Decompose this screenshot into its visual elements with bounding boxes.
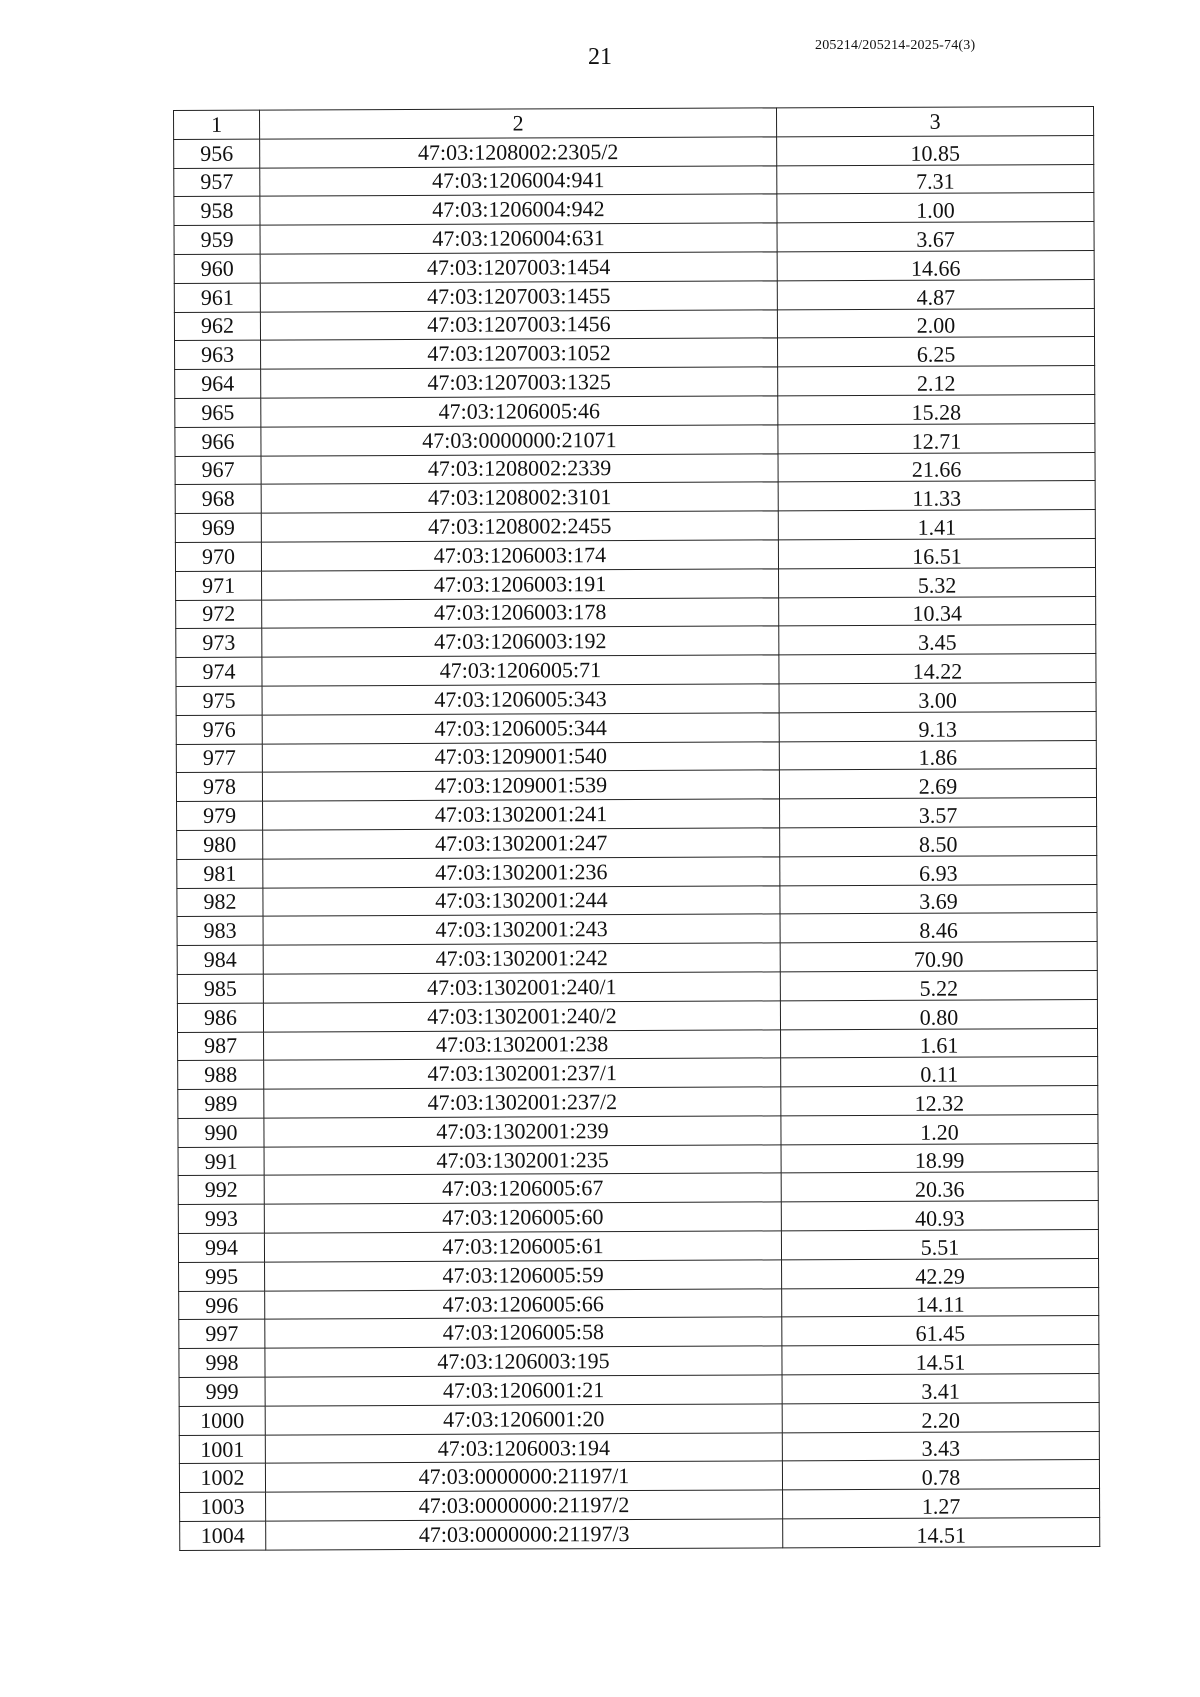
row-number-cell: 962 — [174, 312, 260, 341]
row-number-cell: 959 — [174, 225, 260, 254]
value-cell: 11.33 — [778, 481, 1095, 511]
cadastral-number-cell: 47:03:1206005:66 — [265, 1289, 782, 1320]
row-number-cell: 977 — [176, 744, 262, 773]
cadastral-number-cell: 47:03:0000000:21197/2 — [266, 1490, 783, 1521]
row-number-cell: 988 — [178, 1060, 264, 1089]
value-cell: 18.99 — [781, 1143, 1098, 1173]
value-cell: 5.32 — [779, 567, 1096, 597]
row-number-cell: 974 — [176, 657, 262, 686]
row-number-cell: 973 — [176, 628, 262, 657]
cadastral-number-cell: 47:03:1206003:191 — [262, 569, 779, 600]
cadastral-number-cell: 47:03:1206005:61 — [264, 1231, 781, 1262]
table-row — [175, 538, 1095, 571]
table-row — [178, 1057, 1098, 1090]
value-cell: 3.67 — [777, 222, 1094, 252]
row-number-cell: 994 — [178, 1233, 264, 1262]
cadastral-number-cell: 47:03:1302001:240/1 — [263, 972, 780, 1003]
column-header-3: 3 — [776, 106, 1093, 136]
cadastral-number-cell: 47:03:1206004:941 — [260, 165, 777, 196]
cadastral-number-cell: 47:03:1302001:247 — [263, 828, 780, 859]
table-row — [176, 769, 1096, 802]
table-row — [175, 423, 1095, 456]
cadastral-number-cell: 47:03:1206005:60 — [264, 1202, 781, 1233]
cadastral-number-cell: 47:03:1302001:237/1 — [264, 1058, 781, 1089]
value-cell: 4.87 — [777, 279, 1094, 309]
column-header-1: 1 — [174, 110, 260, 139]
row-number-cell: 995 — [179, 1262, 265, 1291]
table-row — [176, 596, 1096, 629]
cadastral-number-cell: 47:03:1206003:195 — [265, 1346, 782, 1377]
table-row — [178, 1114, 1098, 1147]
row-number-cell: 998 — [179, 1348, 265, 1377]
cadastral-number-cell: 47:03:1302001:240/2 — [263, 1001, 780, 1032]
table-row — [180, 1489, 1100, 1522]
value-cell: 3.69 — [780, 884, 1097, 914]
table-row — [176, 654, 1096, 687]
row-number-cell: 982 — [177, 888, 263, 917]
cadastral-number-cell: 47:03:0000000:21197/3 — [266, 1519, 783, 1550]
table-body — [174, 135, 1100, 1550]
value-cell: 6.93 — [780, 855, 1097, 885]
value-cell: 20.36 — [781, 1172, 1098, 1202]
table-row — [176, 567, 1096, 600]
cadastral-number-cell: 47:03:1208002:2339 — [261, 453, 778, 484]
row-number-cell: 978 — [176, 772, 262, 801]
value-cell: 14.51 — [783, 1518, 1100, 1548]
table-row — [174, 222, 1094, 255]
page-number: 21 — [588, 44, 612, 70]
table-row — [177, 884, 1097, 917]
cadastral-number-cell: 47:03:0000000:21071 — [261, 425, 778, 456]
value-cell: 9.13 — [779, 711, 1096, 741]
row-number-cell: 999 — [179, 1377, 265, 1406]
table-row — [174, 193, 1094, 226]
value-cell: 21.66 — [778, 452, 1095, 482]
value-cell: 3.41 — [782, 1374, 1099, 1404]
value-cell: 7.31 — [777, 164, 1094, 194]
document-id: 205214/205214-2025-74(3) — [815, 38, 976, 53]
cadastral-table — [173, 106, 1100, 1551]
table-row — [179, 1402, 1099, 1435]
value-cell: 1.27 — [783, 1489, 1100, 1519]
row-number-cell: 958 — [174, 197, 260, 226]
row-number-cell: 976 — [176, 715, 262, 744]
cadastral-number-cell: 47:03:1206001:20 — [265, 1404, 782, 1435]
table-row — [174, 135, 1094, 168]
cadastral-number-cell: 47:03:1206005:58 — [265, 1317, 782, 1348]
value-cell: 1.20 — [781, 1114, 1098, 1144]
cadastral-number-cell: 47:03:1206004:631 — [260, 223, 777, 254]
value-cell: 1.61 — [781, 1028, 1098, 1058]
row-number-cell: 1000 — [179, 1406, 265, 1435]
table-row — [177, 942, 1097, 975]
cadastral-number-cell: 47:03:1302001:244 — [263, 885, 780, 916]
row-number-cell: 996 — [179, 1291, 265, 1320]
cadastral-number-cell: 47:03:1207003:1455 — [260, 281, 777, 312]
cadastral-number-cell: 47:03:1206005:344 — [262, 713, 779, 744]
table-row — [175, 366, 1095, 399]
row-number-cell: 981 — [177, 859, 263, 888]
cadastral-number-cell: 47:03:1302001:239 — [264, 1116, 781, 1147]
row-number-cell: 968 — [175, 484, 261, 513]
value-cell: 70.90 — [780, 942, 1097, 972]
value-cell: 2.69 — [779, 769, 1096, 799]
value-cell: 2.20 — [782, 1402, 1099, 1432]
table-row — [179, 1460, 1099, 1493]
row-number-cell: 965 — [175, 398, 261, 427]
value-cell: 61.45 — [782, 1316, 1099, 1346]
value-cell: 10.85 — [777, 135, 1094, 165]
value-cell: 14.66 — [777, 250, 1094, 280]
table-row — [177, 970, 1097, 1003]
row-number-cell: 961 — [174, 283, 260, 312]
row-number-cell: 971 — [176, 571, 262, 600]
value-cell: 0.11 — [781, 1057, 1098, 1087]
cadastral-number-cell: 47:03:1302001:235 — [264, 1145, 781, 1176]
value-cell: 12.71 — [778, 423, 1095, 453]
value-cell: 3.45 — [779, 625, 1096, 655]
row-number-cell: 967 — [175, 456, 261, 485]
row-number-cell: 980 — [177, 830, 263, 859]
cadastral-number-cell: 47:03:1207003:1454 — [260, 252, 777, 283]
cadastral-number-cell: 47:03:1302001:243 — [263, 914, 780, 945]
row-number-cell: 956 — [174, 139, 260, 168]
value-cell: 8.46 — [780, 913, 1097, 943]
row-number-cell: 985 — [177, 974, 263, 1003]
table-row — [176, 682, 1096, 715]
row-number-cell: 997 — [179, 1320, 265, 1349]
row-number-cell: 963 — [175, 340, 261, 369]
table-row — [178, 1086, 1098, 1119]
table-row — [175, 452, 1095, 485]
cadastral-number-cell: 47:03:1206005:71 — [262, 655, 779, 686]
cadastral-number-cell: 47:03:1206003:174 — [261, 540, 778, 571]
value-cell: 5.22 — [780, 970, 1097, 1000]
row-number-cell: 993 — [178, 1204, 264, 1233]
row-number-cell: 987 — [178, 1032, 264, 1061]
table-row — [174, 279, 1094, 312]
cadastral-number-cell: 47:03:1206005:343 — [262, 684, 779, 715]
table-row — [178, 1028, 1098, 1061]
value-cell: 5.51 — [781, 1230, 1098, 1260]
cadastral-number-cell: 47:03:1207003:1052 — [261, 338, 778, 369]
value-cell: 3.00 — [779, 682, 1096, 712]
value-cell: 1.41 — [778, 510, 1095, 540]
table-row — [175, 481, 1095, 514]
value-cell: 10.34 — [779, 596, 1096, 626]
row-number-cell: 1004 — [180, 1521, 266, 1550]
row-number-cell: 984 — [177, 945, 263, 974]
table-row — [180, 1518, 1100, 1551]
table-row — [176, 625, 1096, 658]
table-row — [178, 1143, 1098, 1176]
table-row — [179, 1258, 1099, 1291]
row-number-cell: 969 — [175, 513, 261, 542]
table-row — [176, 711, 1096, 744]
cadastral-number-cell: 47:03:1208002:2455 — [261, 511, 778, 542]
cadastral-number-cell: 47:03:0000000:21197/1 — [265, 1461, 782, 1492]
value-cell: 40.93 — [781, 1201, 1098, 1231]
value-cell: 12.32 — [781, 1086, 1098, 1116]
value-cell: 42.29 — [782, 1258, 1099, 1288]
value-cell: 6.25 — [778, 337, 1095, 367]
cadastral-number-cell: 47:03:1207003:1325 — [261, 367, 778, 398]
row-number-cell: 972 — [176, 600, 262, 629]
value-cell: 0.78 — [782, 1460, 1099, 1490]
cadastral-number-cell: 47:03:1208002:3101 — [261, 482, 778, 513]
cadastral-number-cell: 47:03:1302001:236 — [263, 857, 780, 888]
row-number-cell: 1001 — [179, 1435, 265, 1464]
table-row — [177, 798, 1097, 831]
cadastral-number-cell: 47:03:1206003:194 — [265, 1433, 782, 1464]
value-cell: 16.51 — [778, 538, 1095, 568]
row-number-cell: 991 — [178, 1147, 264, 1176]
table-row — [177, 999, 1097, 1032]
table-row — [178, 1230, 1098, 1263]
cadastral-number-cell: 47:03:1206005:67 — [264, 1173, 781, 1204]
row-number-cell: 979 — [177, 801, 263, 830]
cadastral-number-cell: 47:03:1206004:942 — [260, 194, 777, 225]
table-row — [174, 164, 1094, 197]
row-number-cell: 957 — [174, 168, 260, 197]
row-number-cell: 970 — [175, 542, 261, 571]
table-row — [179, 1431, 1099, 1464]
row-number-cell: 986 — [177, 1003, 263, 1032]
value-cell: 2.00 — [777, 308, 1094, 338]
cadastral-number-cell: 47:03:1207003:1456 — [260, 309, 777, 340]
cadastral-number-cell: 47:03:1208002:2305/2 — [260, 137, 777, 168]
value-cell: 14.22 — [779, 654, 1096, 684]
row-number-cell: 989 — [178, 1089, 264, 1118]
cadastral-number-cell: 47:03:1206005:46 — [261, 396, 778, 427]
table-row — [174, 308, 1094, 341]
table-row — [179, 1316, 1099, 1349]
row-number-cell: 960 — [174, 254, 260, 283]
value-cell: 2.12 — [778, 366, 1095, 396]
value-cell: 1.00 — [777, 193, 1094, 223]
row-number-cell: 983 — [177, 916, 263, 945]
cadastral-number-cell: 47:03:1302001:237/2 — [264, 1087, 781, 1118]
table-row — [175, 510, 1095, 543]
row-number-cell: 966 — [175, 427, 261, 456]
value-cell: 8.50 — [780, 826, 1097, 856]
cadastral-number-cell: 47:03:1206003:192 — [262, 626, 779, 657]
row-number-cell: 1002 — [179, 1464, 265, 1493]
value-cell: 15.28 — [778, 394, 1095, 424]
cadastral-number-cell: 47:03:1209001:540 — [262, 741, 779, 772]
table-row — [177, 855, 1097, 888]
table-row — [175, 337, 1095, 370]
table-row — [179, 1287, 1099, 1320]
row-number-cell: 992 — [178, 1176, 264, 1205]
value-cell: 1.86 — [779, 740, 1096, 770]
row-number-cell: 990 — [178, 1118, 264, 1147]
value-cell: 3.57 — [780, 798, 1097, 828]
column-header-2: 2 — [260, 108, 777, 139]
value-cell: 0.80 — [780, 999, 1097, 1029]
cadastral-number-cell: 47:03:1209001:539 — [262, 770, 779, 801]
cadastral-number-cell: 47:03:1206005:59 — [265, 1260, 782, 1291]
cadastral-number-cell: 47:03:1302001:242 — [263, 943, 780, 974]
table-row — [176, 740, 1096, 773]
row-number-cell: 964 — [175, 369, 261, 398]
table-row — [174, 250, 1094, 283]
cadastral-number-cell: 47:03:1206003:178 — [262, 597, 779, 628]
table-row — [179, 1345, 1099, 1378]
row-number-cell: 1003 — [180, 1492, 266, 1521]
cadastral-number-cell: 47:03:1206001:21 — [265, 1375, 782, 1406]
table-row — [178, 1201, 1098, 1234]
table-row — [177, 913, 1097, 946]
table-header-row — [174, 106, 1094, 139]
table-row — [178, 1172, 1098, 1205]
table-row — [175, 394, 1095, 427]
cadastral-number-cell: 47:03:1302001:238 — [264, 1029, 781, 1060]
value-cell: 3.43 — [782, 1431, 1099, 1461]
value-cell: 14.11 — [782, 1287, 1099, 1317]
cadastral-number-cell: 47:03:1302001:241 — [263, 799, 780, 830]
row-number-cell: 975 — [176, 686, 262, 715]
value-cell: 14.51 — [782, 1345, 1099, 1375]
table-row — [179, 1374, 1099, 1407]
table-row — [177, 826, 1097, 859]
